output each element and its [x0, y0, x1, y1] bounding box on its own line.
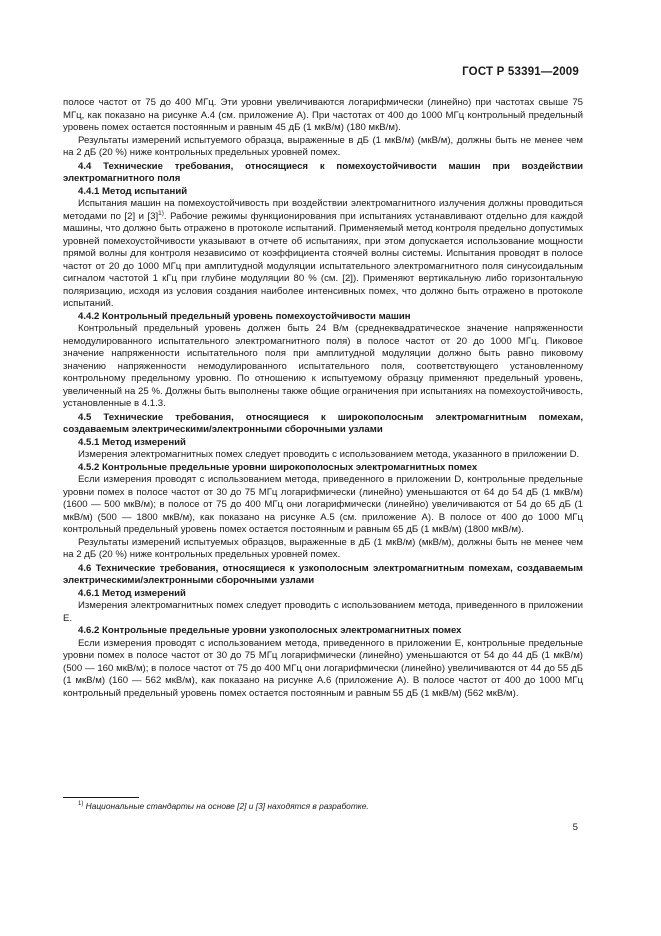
paragraph: Результаты измерений испытуемого образца, выраженные в дБ (1 мкВ/м) (мкВ/м), должны быть не менее чем на 2 дБ (20 %) ниже контрольных предельных уровней помех.	[63, 134, 583, 158]
paragraph-text: . Рабочие режимы функционирования при испытаниях устанавливают отдельно для каждой машины, что должно быть отражено в протоколе испытаний. Применяемый метод контроля предельно допустимых уровней помехоустойчивости указывают в отчете об испытаниях, при этом допускается использование мощности прямой волны для контроля независимо от коэффициента стоячей волны системы. Испытания проводят в полосе частот от 20 до 1000 МГц при амплитудной модуляции испытательного электромагнитного поля синусоидальным сигналом частотой 1 кГц при глубине модуляции 80 % (см. [2]). Применяют вертикальную либо горизонтальную поляризацию, исходя из условия создания наиболее интенсивных помех, что должно быть отражено в протоколе испытаний.	[63, 210, 583, 309]
section-heading-4-6: 4.6 Технические требования, относящиеся к узкополосным электромагнитным помехам, создаваемым электрическими/электронными сборочными узлами	[63, 562, 583, 586]
paragraph: Контрольный предельный уровень должен быть 24 В/м (среднеквадратическое значение напряженности немодулированного испытательного электромагнитного поля) в полосе частот от 20 до 1000 МГц. Пиковое значение напряженности испытательного поля при амплитудной модуляции должно быть равно пиковому значению напряженности немодулированного испытательного поля, соответствующего установленному контрольному предельному уровню. По отношению к испытуемому образцу применяют предельный уровень, увеличенный на 25 %. Должны быть выполнены также общие ограничения при испытаниях на помехоустойчивость, установленные в 4.1.3.	[63, 323, 583, 409]
footnote-ref: 1)	[158, 209, 164, 217]
paragraph	[63, 198, 583, 311]
subsection-heading-4-5-2: 4.5.2 Контрольные предельные уровни широкополосных электромагнитных помех	[78, 461, 478, 473]
footnote-mark: 1)	[78, 801, 84, 808]
subsection-heading-4-4-1: 4.4.1 Метод испытаний	[78, 185, 188, 197]
footnote-text: Национальные стандарты на основе [2] и [3] находятся в разработке.	[85, 801, 369, 811]
paragraph: полосе частот от 75 до 400 МГц. Эти уровни увеличиваются логарифмически (линейно) при частотах свыше 75 МГц, как показано на рисунке А.4 (см. приложение А). При частотах от 400 до 1000 МГц контрольный предельный уровень помех остается постоянным и равным 45 дБ (1 мкВ/м) (180 мкВ/м).	[63, 97, 583, 133]
subsection-heading-4-6-1: 4.6.1 Метод измерений	[78, 587, 186, 599]
subsection-heading-4-4-2: 4.4.2 Контрольный предельный уровень помехоустойчивости машин	[78, 310, 411, 322]
document-body	[63, 97, 583, 700]
paragraph: Если измерения проводят с использованием метода, приведенного в приложении D, контрольные предельные уровни помех в полосе частот от 30 до 75 МГц логарифмически (линейно) уменьшаются от 64 до 54 дБ (1 мкВ/м) (1600 — 500 мкВ/м); в полосе от 75 до 400 МГц они логарифмически (линейно) увеличиваются от 54 до 65 дБ (1 мкВ/м) (500 — 1800 мкВ/м), как показано на рисунке А.5 (см. приложение А). В полосе от 400 до 1000 МГц контрольный предельный уровень помех остается постоянным и равным 65 дБ (1 мкВ/м) (1800 мкВ/м).	[63, 474, 583, 535]
paragraph-text: Испытания машин на помехоустойчивость при воздействии электромагнитного излучения должны проводиться методами по [2] и [3]	[63, 198, 583, 222]
subsection-heading-4-6-2: 4.6.2 Контрольные предельные уровни узкополосных электромагнитных помех	[78, 625, 462, 636]
section-heading-4-5: 4.5 Технические требования, относящиеся к широкополосным электромагнитным помехам, создаваемым электрическими/электронными сборочными узлами	[63, 411, 583, 435]
paragraph: Измерения электромагнитных помех следует проводить с использованием метода, приведенного в приложении Е.	[63, 600, 583, 624]
paragraph: Измерения электромагнитных помех следует проводить с использованием метода, указанного в приложении D.	[78, 449, 580, 460]
page-number: 5	[572, 822, 578, 833]
footnote	[78, 801, 578, 811]
section-heading-4-4: 4.4 Технические требования, относящиеся к помехоустойчивости машин при воздействии электромагнитного поля	[63, 160, 583, 184]
footnote-separator	[63, 797, 139, 798]
paragraph: Результаты измерений испытуемых образцов, выраженные в дБ (1 мкВ/м) (мкВ/м), должны быть не менее чем на 2 дБ (20 %) ниже контрольных предельных уровней помех.	[63, 536, 583, 560]
subsection-heading-4-5-1: 4.5.1 Метод измерений	[78, 436, 186, 448]
document-header: ГОСТ Р 53391—2009	[462, 66, 579, 78]
paragraph: Если измерения проводят с использованием метода, приведенного в приложении Е, контрольные предельные уровни помех в полосе частот от 30 до 75 МГц логарифмически (линейно) уменьшаются от 54 до 44 дБ (1 мкВ/м) (500 — 160 мкВ/м); в полосе частот от 75 до 400 МГц они логарифмически (линейно) увеличиваются от 44 до 55 дБ (1 мкВ/м) (160 — 562 мкВ/м), как показано на рисунке А.6 (приложение А). В полосе частот от 400 до 1000 МГц контрольный предельный уровень помех остается постоянным и равным 55 дБ (1 мкВ/м) (562 мкВ/м).	[63, 637, 583, 699]
